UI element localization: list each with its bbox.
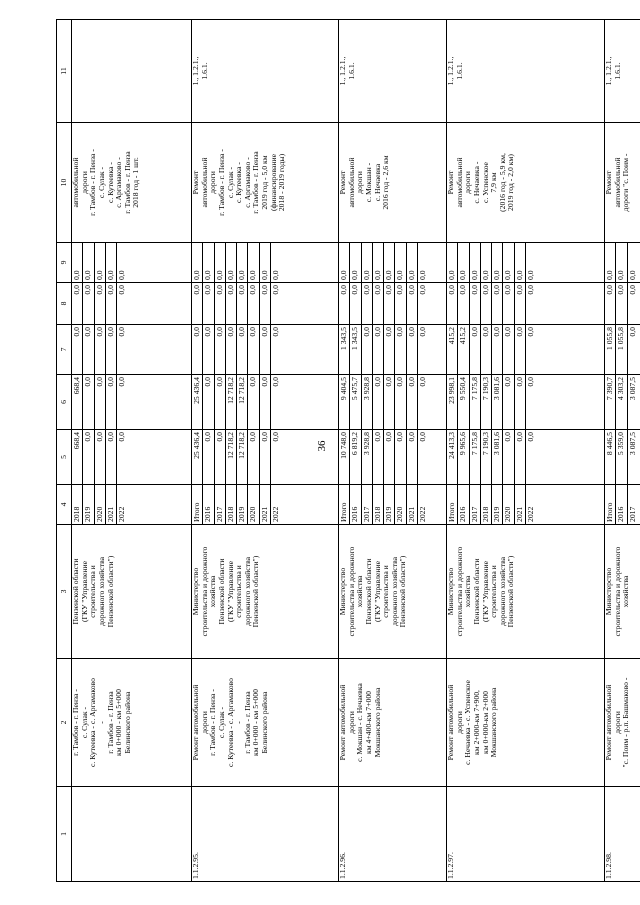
federal-budget-cell-value: 0,0 <box>117 327 127 337</box>
total-funding-cell-value: 0,0 <box>106 430 117 484</box>
regional-budget-cell-value: 9 404,5 <box>339 375 350 429</box>
regional-budget-cell-value: 3 081,6 <box>492 375 503 429</box>
year-cell-value: 2016 <box>350 485 361 524</box>
local-budget-cell-value: 0,0 <box>362 283 373 324</box>
year-cell-value: 2018 <box>72 485 83 524</box>
total-funding-cell <box>72 430 192 485</box>
local-budget-cell-value: 0,0 <box>526 285 536 295</box>
other-sources-cell-value: 0,0 <box>407 243 418 282</box>
result-cell: Ремонт автомобильной дороги "с. Поим - <box>605 123 640 243</box>
program-table <box>56 19 640 882</box>
regional-budget-cell-value: 7 175,8 <box>470 375 481 429</box>
table-row <box>447 20 605 882</box>
total-funding-cell-value: 668,4 <box>72 430 83 484</box>
other-sources-cell-value: 0,0 <box>192 243 203 282</box>
table-row <box>605 20 640 882</box>
indicator-link-cell: 1., 1.2.1., 1.6.1. <box>192 20 339 123</box>
federal-budget-cell-value: 0,0 <box>395 325 406 374</box>
total-funding-cell-value: 3 928,8 <box>362 430 373 484</box>
local-budget-cell-value: 0,0 <box>503 283 514 324</box>
col-header: 1 <box>57 787 72 882</box>
regional-budget-cell <box>72 375 192 430</box>
local-budget-cell-value: 0,0 <box>248 283 259 324</box>
federal-budget-cell <box>447 325 605 375</box>
other-sources-cell <box>447 243 605 283</box>
regional-budget-cell-value: 0,0 <box>526 377 536 387</box>
other-sources-cell-value: 0,0 <box>350 243 361 282</box>
total-funding-cell-value: 7 190,3 <box>481 430 492 484</box>
local-budget-cell <box>72 283 192 325</box>
federal-budget-cell-value: 1 343,5 <box>339 325 350 374</box>
total-funding-cell-value: 0,0 <box>117 432 127 442</box>
other-sources-cell <box>605 243 640 283</box>
year-cell-value: 2022 <box>418 506 428 522</box>
other-sources-cell-value: 0,0 <box>339 243 350 282</box>
total-funding-cell-value: 0,0 <box>373 430 384 484</box>
year-cell-value: 2019 <box>237 485 248 524</box>
table-row <box>339 20 447 882</box>
local-budget-cell-value: 0,0 <box>95 283 106 324</box>
item-number-cell: 1.1.2.98. <box>605 787 640 882</box>
other-sources-cell-value: 0,0 <box>492 243 503 282</box>
total-funding-cell-value: 0,0 <box>395 430 406 484</box>
regional-budget-cell-value: 5 475,7 <box>350 375 361 429</box>
local-budget-cell-value: 0,0 <box>117 285 127 295</box>
year-cell-value: 2019 <box>492 485 503 524</box>
regional-budget-cell-value: 3 087,5 <box>627 377 637 401</box>
total-funding-cell-value: 0,0 <box>407 430 418 484</box>
local-budget-cell-value: 0,0 <box>237 283 248 324</box>
local-budget-cell <box>605 283 640 325</box>
col-header: 6 <box>57 375 72 430</box>
local-budget-cell-value: 0,0 <box>339 283 350 324</box>
indicator-link-cell: 1., 1.2.1., 1.6.1. <box>447 20 605 123</box>
federal-budget-cell-value: 0,0 <box>271 327 281 337</box>
regional-budget-cell-value: 12 718,2 <box>226 375 237 429</box>
executor-cell: Министерство строительства и дорожного хозяйства <box>605 525 640 659</box>
other-sources-cell-value: 0,0 <box>384 243 395 282</box>
result-cell: автомобильной дороги г. Тамбов - г. Пенза - с. Сулак - с. Кутеевка - с. Аргамаково - г. Тамбов - г. Пенза 2018 год - 1 шт. <box>72 123 192 243</box>
item-number-cell: 1.1.2.97. <box>447 787 605 882</box>
total-funding-cell <box>192 430 339 485</box>
year-cell-value: Итого <box>605 485 616 524</box>
other-sources-cell-value: 0,0 <box>226 243 237 282</box>
total-funding-cell-value: 9 965,6 <box>458 430 469 484</box>
year-cell-value: 2017 <box>215 485 226 524</box>
federal-budget-cell-value: 0,0 <box>481 325 492 374</box>
total-funding-cell-value: 12 718,2 <box>226 430 237 484</box>
total-funding-cell-value: 0,0 <box>526 432 536 442</box>
measure-name-cell: Ремонт автомобильной дороги г. Тамбов - г. Пенза - с. Сулак - с. Кутеевка - с. Аргамаково - г. Тамбов - г. Пенза км 0+000 - км 5+000 Белинского района <box>192 659 339 787</box>
local-budget-cell-value: 0,0 <box>260 283 271 324</box>
regional-budget-cell-value: 25 436,4 <box>192 375 203 429</box>
federal-budget-cell-value: 0,0 <box>237 325 248 374</box>
regional-budget-cell-value: 0,0 <box>503 375 514 429</box>
total-funding-cell-value: 3 081,6 <box>492 430 503 484</box>
item-number-cell <box>72 787 192 882</box>
item-number-cell: 1.1.2.95. <box>192 787 339 882</box>
result-cell: Ремонт автомобильной дороги с. Нечаевка - с. Успенское 7,9 км (2016 год - 5,9 км, 2019 год - 2,0 км) <box>447 123 605 243</box>
year-cell-value: 2019 <box>384 485 395 524</box>
local-budget-cell-value: 0,0 <box>447 283 458 324</box>
year-cell-value: 2018 <box>481 485 492 524</box>
regional-budget-cell <box>192 375 339 430</box>
year-cell-value: 2022 <box>117 506 127 522</box>
total-funding-cell-value: 0,0 <box>271 432 281 442</box>
regional-budget-cell-value: 0,0 <box>117 377 127 387</box>
regional-budget-cell-value: 0,0 <box>260 375 271 429</box>
other-sources-cell-value: 0,0 <box>260 243 271 282</box>
local-budget-cell-value: 0,0 <box>83 283 94 324</box>
year-cell-value: 2021 <box>260 485 271 524</box>
year-cell-value: 2018 <box>226 485 237 524</box>
regional-budget-cell-value: 7 190,3 <box>481 375 492 429</box>
federal-budget-cell <box>72 325 192 375</box>
page-number: 36 <box>316 440 328 452</box>
year-cell-value: 2017 <box>470 485 481 524</box>
federal-budget-cell-value: 0,0 <box>215 325 226 374</box>
year-cell-value: 2022 <box>526 506 536 522</box>
measure-name-cell: Ремонт автомобильной дороги "с. Поим - р.п. Башмаково - <box>605 659 640 787</box>
regional-budget-cell-value: 23 998,1 <box>447 375 458 429</box>
other-sources-cell-value: 0,0 <box>470 243 481 282</box>
regional-budget-cell-value: 9 550,4 <box>458 375 469 429</box>
regional-budget-cell-value: 0,0 <box>515 375 526 429</box>
year-cell-value: Итого <box>339 485 350 524</box>
measure-name-cell: Ремонт автомобильной дороги с. Нечаевка - с. Успенское км 2+000-км 7+900, км 0+000-км 2+000 Мокшанского района <box>447 659 605 787</box>
regional-budget-cell-value: 0,0 <box>395 375 406 429</box>
other-sources-cell-value: 0,0 <box>362 243 373 282</box>
local-budget-cell-value: 0,0 <box>515 283 526 324</box>
item-number-cell: 1.1.2.96. <box>339 787 447 882</box>
regional-budget-cell-value: 0,0 <box>384 375 395 429</box>
federal-budget-cell-value: 0,0 <box>515 325 526 374</box>
other-sources-cell-value: 0,0 <box>481 243 492 282</box>
regional-budget-cell-value: 0,0 <box>95 375 106 429</box>
federal-budget-cell-value: 0,0 <box>95 325 106 374</box>
result-cell: Ремонт автомобильной дороги с. Мокшан - с. Нечаевка 2016 год - 2,6 км <box>339 123 447 243</box>
regional-budget-cell-value: 0,0 <box>215 375 226 429</box>
year-cell-value: Итого <box>192 485 203 524</box>
federal-budget-cell-value: 0,0 <box>492 325 503 374</box>
local-budget-cell-value: 0,0 <box>226 283 237 324</box>
regional-budget-cell-value: 0,0 <box>271 377 281 387</box>
regional-budget-cell-value: 0,0 <box>418 377 428 387</box>
total-funding-cell-value: 0,0 <box>260 430 271 484</box>
total-funding-cell <box>605 430 640 485</box>
local-budget-cell-value: 0,0 <box>627 285 637 295</box>
federal-budget-cell-value: 0,0 <box>418 327 428 337</box>
local-budget-cell-value: 0,0 <box>616 283 627 324</box>
total-funding-cell-value: 3 087,5 <box>627 432 637 456</box>
total-funding-cell-value: 0,0 <box>515 430 526 484</box>
year-cell-value: 2022 <box>271 506 281 522</box>
federal-budget-cell-value: 0,0 <box>503 325 514 374</box>
federal-budget-cell-value: 0,0 <box>384 325 395 374</box>
federal-budget-cell-value: 0,0 <box>203 325 214 374</box>
col-header: 9 <box>57 243 72 283</box>
local-budget-cell-value: 0,0 <box>106 283 117 324</box>
regional-budget-cell-value: 7 390,7 <box>605 375 616 429</box>
local-budget-cell-value: 0,0 <box>470 283 481 324</box>
col-header: 11 <box>57 20 72 123</box>
total-funding-cell-value: 0,0 <box>418 432 428 442</box>
federal-budget-cell-value: 0,0 <box>470 325 481 374</box>
total-funding-cell-value: 7 175,8 <box>470 430 481 484</box>
year-cell <box>447 485 605 525</box>
other-sources-cell-value: 0,0 <box>95 243 106 282</box>
total-funding-cell-value: 24 413,3 <box>447 430 458 484</box>
year-cell-value: 2017 <box>362 485 373 524</box>
col-header: 8 <box>57 283 72 325</box>
executor-cell: Министерство строительства и дорожного хозяйства Пензенской области (ГКУ "Управление строительства и дорожного хозяйства Пензенской области") <box>339 525 447 659</box>
other-sources-cell <box>72 243 192 283</box>
year-cell <box>72 485 192 525</box>
total-funding-cell-value: 25 436,4 <box>192 430 203 484</box>
regional-budget-cell-value: 0,0 <box>106 375 117 429</box>
col-header: 2 <box>57 659 72 787</box>
regional-budget-cell-value: 668,4 <box>72 375 83 429</box>
total-funding-cell-value: 0,0 <box>248 430 259 484</box>
other-sources-cell-value: 0,0 <box>605 243 616 282</box>
col-header: 7 <box>57 325 72 375</box>
other-sources-cell-value: 0,0 <box>106 243 117 282</box>
year-cell-value: 2019 <box>83 485 94 524</box>
total-funding-cell-value: 10 748,0 <box>339 430 350 484</box>
col-header: 4 <box>57 485 72 525</box>
federal-budget-cell-value: 1 343,5 <box>350 325 361 374</box>
federal-budget-cell <box>605 325 640 375</box>
federal-budget-cell-value: 1 055,8 <box>616 325 627 374</box>
year-cell-value: 2020 <box>95 485 106 524</box>
total-funding-cell-value: 6 819,2 <box>350 430 361 484</box>
year-cell-value: 2017 <box>627 506 637 522</box>
table-row <box>192 20 339 882</box>
year-cell-value: 2021 <box>515 485 526 524</box>
measure-name-cell: Ремонт автомобильной дороги с. Мокшан - с. Нечаевка км 4+400-км 7+000 Мокшанского района <box>339 659 447 787</box>
federal-budget-cell-value: 0,0 <box>106 325 117 374</box>
regional-budget-cell-value: 0,0 <box>407 375 418 429</box>
other-sources-cell-value: 0,0 <box>373 243 384 282</box>
year-cell-value: 2020 <box>395 485 406 524</box>
year-cell <box>192 485 339 525</box>
year-cell-value: 2016 <box>203 485 214 524</box>
other-sources-cell-value: 0,0 <box>627 270 637 280</box>
result-cell: Ремонт автомобильной дороги г. Тамбов - г. Пенза - с. Сулак - с. Кутеевка - с. Аргамаково - г. Тамбов - г. Пенза 2019 год - 5,0 км (финансирование 2018 - 2019 годы) <box>192 123 339 243</box>
other-sources-cell-value: 0,0 <box>447 243 458 282</box>
federal-budget-cell-value: 0,0 <box>407 325 418 374</box>
total-funding-cell <box>339 430 447 485</box>
year-cell-value: 2021 <box>407 485 418 524</box>
local-budget-cell <box>339 283 447 325</box>
local-budget-cell-value: 0,0 <box>395 283 406 324</box>
executor-cell: Министерство строительства и дорожного хозяйства Пензенской области (ГКУ "Управление строительства и дорожного хозяйства Пензенской области") <box>447 525 605 659</box>
year-cell-value: 2016 <box>616 485 627 524</box>
local-budget-cell-value: 0,0 <box>271 285 281 295</box>
regional-budget-cell-value: 3 928,8 <box>362 375 373 429</box>
local-budget-cell-value: 0,0 <box>418 285 428 295</box>
local-budget-cell-value: 0,0 <box>492 283 503 324</box>
year-cell-value: Итого <box>447 485 458 524</box>
regional-budget-cell <box>447 375 605 430</box>
indicator-link-cell: 1., 1.2.1., 1.6.1. <box>339 20 447 123</box>
local-budget-cell-value: 0,0 <box>215 283 226 324</box>
federal-budget-cell-value: 1 055,8 <box>605 325 616 374</box>
other-sources-cell <box>339 243 447 283</box>
other-sources-cell-value: 0,0 <box>117 270 127 280</box>
col-header: 3 <box>57 525 72 659</box>
regional-budget-cell-value: 0,0 <box>203 375 214 429</box>
regional-budget-cell-value: 0,0 <box>248 375 259 429</box>
federal-budget-cell-value: 0,0 <box>627 327 637 337</box>
federal-budget-cell-value: 0,0 <box>362 325 373 374</box>
other-sources-cell-value: 0,0 <box>616 243 627 282</box>
regional-budget-cell-value: 4 303,2 <box>616 375 627 429</box>
federal-budget-cell-value: 0,0 <box>192 325 203 374</box>
local-budget-cell-value: 0,0 <box>458 283 469 324</box>
other-sources-cell-value: 0,0 <box>418 270 428 280</box>
other-sources-cell <box>192 243 339 283</box>
executor-cell: Министерство строительства и дорожного хозяйства Пензенской области (ГКУ "Управление строительства и дорожного хозяйства Пензенской области") <box>192 525 339 659</box>
other-sources-cell-value: 0,0 <box>503 243 514 282</box>
other-sources-cell-value: 0,0 <box>515 243 526 282</box>
total-funding-cell-value: 8 446,5 <box>605 430 616 484</box>
local-budget-cell <box>447 283 605 325</box>
total-funding-cell-value: 5 359,0 <box>616 430 627 484</box>
other-sources-cell-value: 0,0 <box>526 270 536 280</box>
indicator-link-cell <box>72 20 192 123</box>
federal-budget-cell <box>192 325 339 375</box>
federal-budget-cell-value: 0,0 <box>83 325 94 374</box>
federal-budget-cell <box>339 325 447 375</box>
federal-budget-cell-value: 415,2 <box>458 325 469 374</box>
total-funding-cell-value: 0,0 <box>503 430 514 484</box>
federal-budget-cell-value: 0,0 <box>72 325 83 374</box>
federal-budget-cell-value: 0,0 <box>260 325 271 374</box>
year-cell-value: 2020 <box>248 485 259 524</box>
other-sources-cell-value: 0,0 <box>72 243 83 282</box>
local-budget-cell-value: 0,0 <box>373 283 384 324</box>
total-funding-cell-value: 0,0 <box>95 430 106 484</box>
regional-budget-cell-value: 12 718,2 <box>237 375 248 429</box>
total-funding-cell <box>447 430 605 485</box>
col-header: 10 <box>57 123 72 243</box>
local-budget-cell-value: 0,0 <box>350 283 361 324</box>
table-row <box>72 20 192 882</box>
regional-budget-cell-value: 0,0 <box>83 375 94 429</box>
local-budget-cell-value: 0,0 <box>384 283 395 324</box>
local-budget-cell <box>192 283 339 325</box>
other-sources-cell-value: 0,0 <box>83 243 94 282</box>
header-row <box>57 20 72 882</box>
federal-budget-cell-value: 0,0 <box>373 325 384 374</box>
federal-budget-cell-value: 415,2 <box>447 325 458 374</box>
local-budget-cell-value: 0,0 <box>192 283 203 324</box>
local-budget-cell-value: 0,0 <box>481 283 492 324</box>
local-budget-cell-value: 0,0 <box>407 283 418 324</box>
year-cell-value: 2021 <box>106 485 117 524</box>
other-sources-cell-value: 0,0 <box>271 270 281 280</box>
other-sources-cell-value: 0,0 <box>203 243 214 282</box>
total-funding-cell-value: 0,0 <box>83 430 94 484</box>
total-funding-cell-value: 12 718,2 <box>237 430 248 484</box>
local-budget-cell-value: 0,0 <box>203 283 214 324</box>
total-funding-cell-value: 0,0 <box>215 430 226 484</box>
federal-budget-cell-value: 0,0 <box>526 327 536 337</box>
year-cell <box>339 485 447 525</box>
rotated-table-container <box>56 20 637 882</box>
indicator-link-cell: 1., 1.2.1., 1.6.1. <box>605 20 640 123</box>
year-cell-value: 2016 <box>458 485 469 524</box>
executor-cell: Пензенской области (ГКУ "Управление строительства и дорожного хозяйства Пензенской области") <box>72 525 192 659</box>
other-sources-cell-value: 0,0 <box>458 243 469 282</box>
regional-budget-cell <box>339 375 447 430</box>
federal-budget-cell-value: 0,0 <box>226 325 237 374</box>
local-budget-cell-value: 0,0 <box>605 283 616 324</box>
local-budget-cell-value: 0,0 <box>72 283 83 324</box>
regional-budget-cell-value: 0,0 <box>373 375 384 429</box>
other-sources-cell-value: 0,0 <box>395 243 406 282</box>
federal-budget-cell-value: 0,0 <box>248 325 259 374</box>
year-cell-value: 2018 <box>373 485 384 524</box>
regional-budget-cell <box>605 375 640 430</box>
other-sources-cell-value: 0,0 <box>237 243 248 282</box>
col-header: 5 <box>57 430 72 485</box>
other-sources-cell-value: 0,0 <box>215 243 226 282</box>
year-cell-value: 2020 <box>503 485 514 524</box>
total-funding-cell-value: 0,0 <box>384 430 395 484</box>
year-cell <box>605 485 640 525</box>
measure-name-cell: г. Тамбов - г. Пенза - с. Сулак - с. Кутеевка - с. Аргамаково - г. Тамбов - г. Пенза км 0+000 - км 5+000 Белинского района <box>72 659 192 787</box>
total-funding-cell-value: 0,0 <box>203 430 214 484</box>
other-sources-cell-value: 0,0 <box>248 243 259 282</box>
